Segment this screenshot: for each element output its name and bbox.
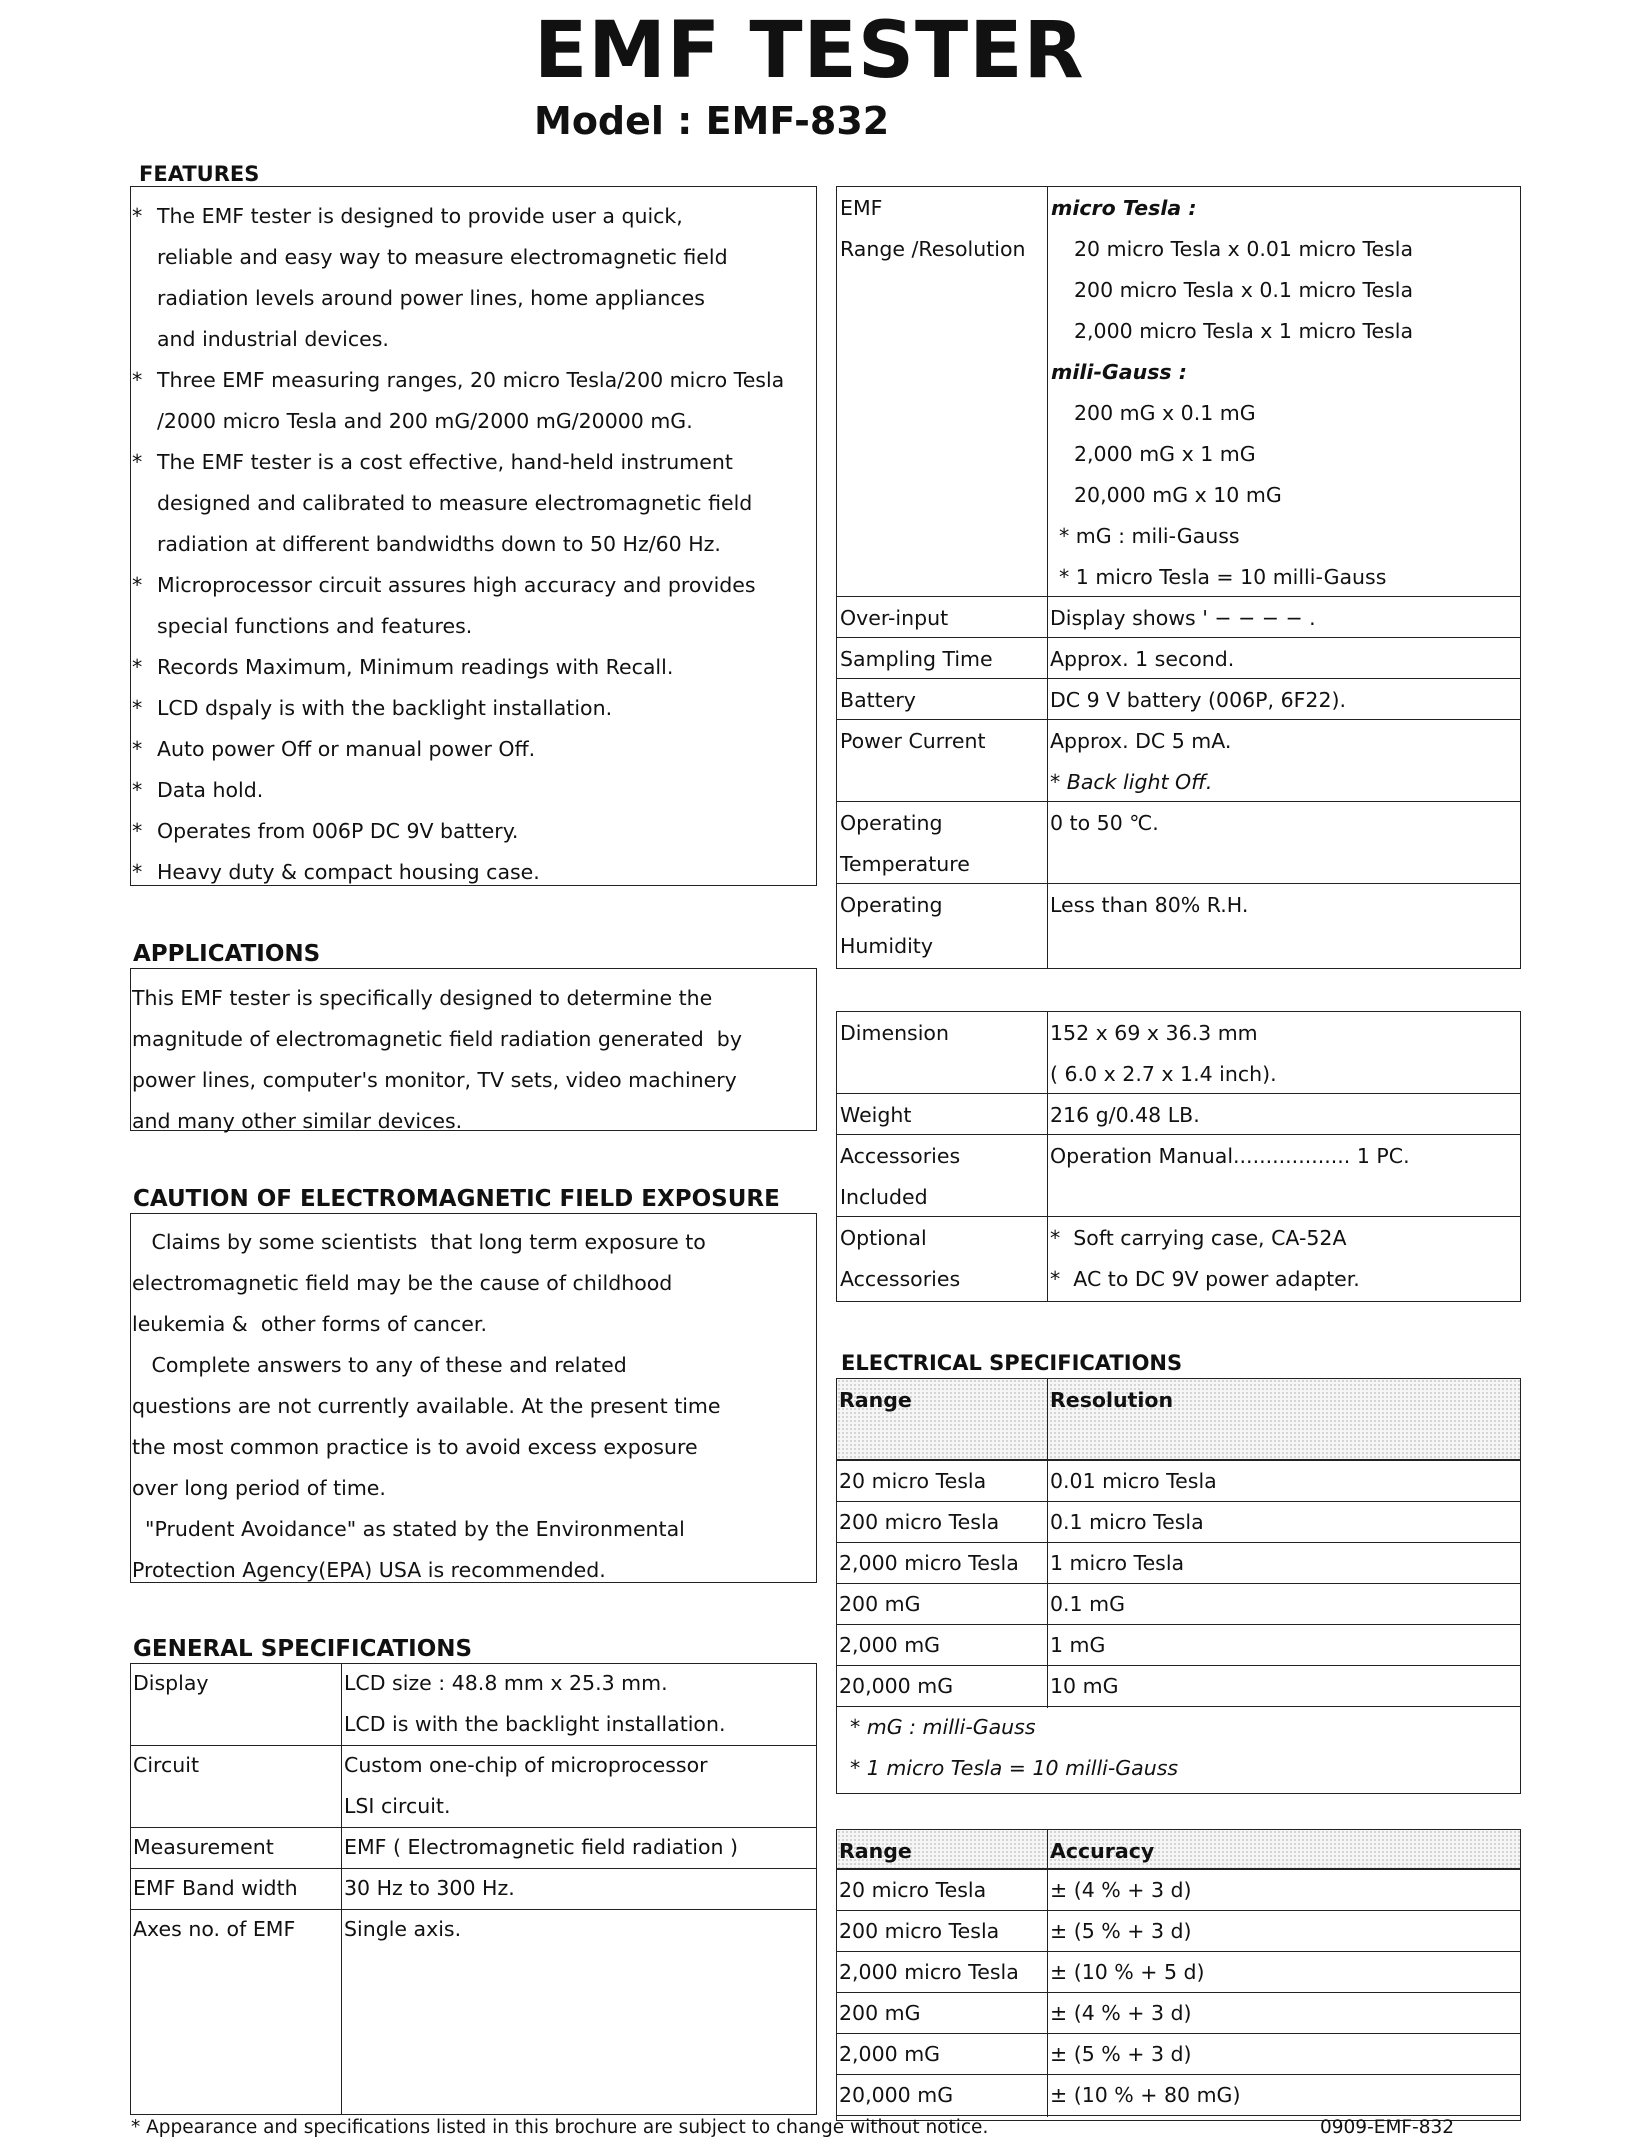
table-cell: 20,000 mG [839,1674,954,1698]
tesla-range-line: 200 micro Tesla x 0.1 micro Tesla [1074,278,1414,302]
spec-value: Approx. DC 5 mA. [1050,729,1232,753]
spec-label: Operating [840,893,943,917]
row-divider [836,883,1521,884]
tesla-range-line: 2,000 micro Tesla x 1 micro Tesla [1074,319,1414,343]
feature-text: Data hold. [157,778,264,802]
spec-value: Custom one-chip of microprocessor [344,1753,708,1777]
feature-item [132,647,784,688]
spec-value: EMF ( Electromagnetic field radiation ) [344,1835,739,1859]
feature-item [132,565,784,606]
micro-tesla-heading: micro Tesla : [1051,196,1197,220]
caution-line: over long period of time. [132,1476,386,1500]
table-cell: ± (10 % + 80 mG) [1050,2083,1241,2107]
table-cell: 10 mG [1050,1674,1119,1698]
spec-value: Single axis. [344,1917,462,1941]
spec-label: Operating [840,811,943,835]
table-divider [1047,186,1048,969]
bullet-star: * [132,655,143,679]
electrical-specs-heading: ELECTRICAL SPECIFICATIONS [841,1351,1183,1375]
feature-text: Three EMF measuring ranges, 20 micro Tesla/200 micro Tesla [157,368,785,392]
spec-label: Display [133,1671,209,1695]
caution-line: the most common practice is to avoid excess exposure [132,1435,698,1459]
caution-line: Protection Agency(EPA) USA is recommended. [132,1558,606,1582]
spec-label: Accessories [840,1144,961,1168]
table-cell: 200 mG [839,1592,921,1616]
spec-label: EMF Band width [133,1876,298,1900]
row-divider [836,678,1521,679]
spec-label: Humidity [840,934,933,958]
feature-item [132,196,784,237]
feature-text: and industrial devices. [157,327,389,351]
spec-value: DC 9 V battery (006P, 6F22). [1050,688,1347,712]
spec-value: Less than 80% R.H. [1050,893,1249,917]
general-specs-heading: GENERAL SPECIFICATIONS [133,1636,473,1662]
row-divider [836,1216,1521,1217]
caution-line: Claims by some scientists that long term exposure to [132,1230,706,1254]
spec-label: Accessories [840,1267,961,1291]
table-cell: 1 mG [1050,1633,1106,1657]
table-header: Range [839,1839,912,1863]
spec-label: Temperature [840,852,970,876]
spec-label: Dimension [840,1021,949,1045]
gauss-range-line: 2,000 mG x 1 mG [1074,442,1256,466]
feature-text: Operates from 006P DC 9V battery. [157,819,519,843]
bullet-star: * [132,819,143,843]
spec-value: * Soft carrying case, CA-52A [1050,1226,1347,1250]
table-cell: 1 micro Tesla [1050,1551,1185,1575]
feature-text: The EMF tester is a cost effective, hand-held instrument [157,450,733,474]
spec-value: Operation Manual.................. 1 PC. [1050,1144,1410,1168]
feature-text: designed and calibrated to measure electromagnetic field [157,491,753,515]
row-divider [836,2115,1521,2116]
features-list [132,196,784,893]
feature-text: Records Maximum, Minimum readings with Recall. [157,655,674,679]
mili-gauss-heading: mili-Gauss : [1051,360,1187,384]
table-cell: 200 mG [839,2001,921,2025]
feature-item [132,483,784,524]
table-cell: 20,000 mG [839,2083,954,2107]
row-divider [836,801,1521,802]
row-divider [836,719,1521,720]
emf-label: EMF [840,196,883,220]
spec-label: Weight [840,1103,912,1127]
feature-item [132,770,784,811]
table-note: * mG : milli-Gauss [850,1715,1036,1739]
spec-label: Axes no. of EMF [133,1917,296,1941]
caution-line: Complete answers to any of these and related [132,1353,627,1377]
row-divider [836,1583,1521,1584]
footer-code: 0909-EMF-832 [1320,2117,1455,2138]
caution-line: electromagnetic field may be the cause of childhood [132,1271,673,1295]
table-note: * 1 micro Tesla = 10 milli-Gauss [850,1756,1179,1780]
applications-heading: APPLICATIONS [133,941,321,967]
feature-item [132,442,784,483]
bullet-star: * [132,696,143,720]
feature-item [132,278,784,319]
table-cell: 0.1 mG [1050,1592,1125,1616]
feature-item [132,237,784,278]
feature-item [132,401,784,442]
bullet-star: * [132,860,143,884]
table-divider [1047,1011,1048,1302]
feature-item [132,688,784,729]
row-divider [836,596,1521,597]
spec-value: LCD size : 48.8 mm x 25.3 mm. [344,1671,668,1695]
table-header: Range [839,1388,912,1412]
feature-item [132,606,784,647]
caution-text [132,1222,721,1591]
table-cell: 2,000 mG [839,2042,941,2066]
unit-note: * 1 micro Tesla = 10 milli-Gauss [1059,565,1387,589]
feature-item [132,524,784,565]
table-cell: ± (5 % + 3 d) [1050,1919,1192,1943]
caution-line: "Prudent Avoidance" as stated by the Environmental [132,1517,685,1541]
feature-text: Heavy duty & compact housing case. [157,860,540,884]
spec-value: 152 x 69 x 36.3 mm [1050,1021,1258,1045]
feature-item [132,811,784,852]
spec-value: 30 Hz to 300 Hz. [344,1876,515,1900]
feature-text: Microprocessor circuit assures high accuracy and provides [157,573,756,597]
feature-text: radiation levels around power lines, home appliances [157,286,705,310]
spec-label: Measurement [133,1835,274,1859]
table-cell: 2,000 mG [839,1633,941,1657]
applications-line: power lines, computer's monitor, TV sets, video machinery [132,1068,737,1092]
spec-value: ( 6.0 x 2.7 x 1.4 inch). [1050,1062,1277,1086]
table-cell: ± (4 % + 3 d) [1050,2001,1192,2025]
feature-text: special functions and features. [157,614,473,638]
page-title: EMF TESTER [534,6,1085,96]
table-header: Accuracy [1050,1839,1155,1863]
bullet-star: * [132,204,143,228]
spec-value: 216 g/0.48 LB. [1050,1103,1200,1127]
applications-line: This EMF tester is specifically designed to determine the [132,986,713,1010]
gauss-range-line: 200 mG x 0.1 mG [1074,401,1256,425]
feature-item [132,852,784,893]
feature-text: The EMF tester is designed to provide user a quick, [157,204,683,228]
table-cell: 200 micro Tesla [839,1510,1000,1534]
spec-value: * AC to DC 9V power adapter. [1050,1267,1360,1291]
applications-line: and many other similar devices. [132,1109,463,1133]
spec-label: Over-input [840,606,949,630]
table-header-shade [836,1829,1521,1869]
table-cell: 2,000 micro Tesla [839,1960,1019,1984]
applications-text [132,978,742,1142]
table-cell: 200 micro Tesla [839,1919,1000,1943]
row-divider [836,1134,1521,1135]
spec-label: Circuit [133,1753,199,1777]
applications-line: magnitude of electromagnetic field radiation generated by [132,1027,742,1051]
feature-item [132,729,784,770]
table-cell: 0.01 micro Tesla [1050,1469,1217,1493]
feature-text: reliable and easy way to measure electromagnetic field [157,245,728,269]
bullet-star: * [132,450,143,474]
table-cell: ± (4 % + 3 d) [1050,1878,1192,1902]
feature-text: Auto power Off or manual power Off. [157,737,536,761]
feature-item [132,360,784,401]
footer-notice: * Appearance and specifications listed in this brochure are subject to change without notice. [131,2117,989,2138]
bullet-star: * [132,737,143,761]
spec-value: Approx. 1 second. [1050,647,1235,671]
spec-value: Display shows ' − − − − . [1050,606,1316,630]
spec-value: * Back light Off. [1050,770,1213,794]
gauss-range-line: 20,000 mG x 10 mG [1074,483,1282,507]
spec-label: Power Current [840,729,986,753]
caution-heading: CAUTION OF ELECTROMAGNETIC FIELD EXPOSURE [133,1186,780,1212]
feature-text: radiation at different bandwidths down to 50 Hz/60 Hz. [157,532,721,556]
bullet-star: * [132,368,143,392]
row-divider [836,1093,1521,1094]
feature-item [132,319,784,360]
caution-line: questions are not currently available. At the present time [132,1394,721,1418]
table-cell: 0.1 micro Tesla [1050,1510,1204,1534]
table-header: Resolution [1050,1388,1174,1412]
table-header-shade [836,1378,1521,1460]
feature-text: /2000 micro Tesla and 200 mG/2000 mG/20000 mG. [157,409,693,433]
table-divider [341,1663,342,2115]
bullet-star: * [132,573,143,597]
row-divider [836,637,1521,638]
spec-label: Sampling Time [840,647,993,671]
table-cell: 20 micro Tesla [839,1469,987,1493]
spec-value: 0 to 50 ℃. [1050,811,1159,835]
bullet-star: * [132,778,143,802]
table-divider [1047,1378,1048,1708]
caution-line: leukemia & other forms of cancer. [132,1312,487,1336]
spec-label: Battery [840,688,916,712]
spec-label: Optional [840,1226,927,1250]
spec-value: LSI circuit. [344,1794,451,1818]
tesla-range-line: 20 micro Tesla x 0.01 micro Tesla [1074,237,1414,261]
feature-text: LCD dspaly is with the backlight installation. [157,696,613,720]
table-cell: 2,000 micro Tesla [839,1551,1019,1575]
spec-value: LCD is with the backlight installation. [344,1712,726,1736]
range-resolution-label: Range /Resolution [840,237,1026,261]
spec-label: Included [840,1185,928,1209]
table-cell: ± (10 % + 5 d) [1050,1960,1205,1984]
model-number: Model : EMF-832 [534,99,890,143]
features-heading: FEATURES [139,162,260,186]
unit-note: * mG : mili-Gauss [1059,524,1240,548]
table-cell: 20 micro Tesla [839,1878,987,1902]
table-cell: ± (5 % + 3 d) [1050,2042,1192,2066]
